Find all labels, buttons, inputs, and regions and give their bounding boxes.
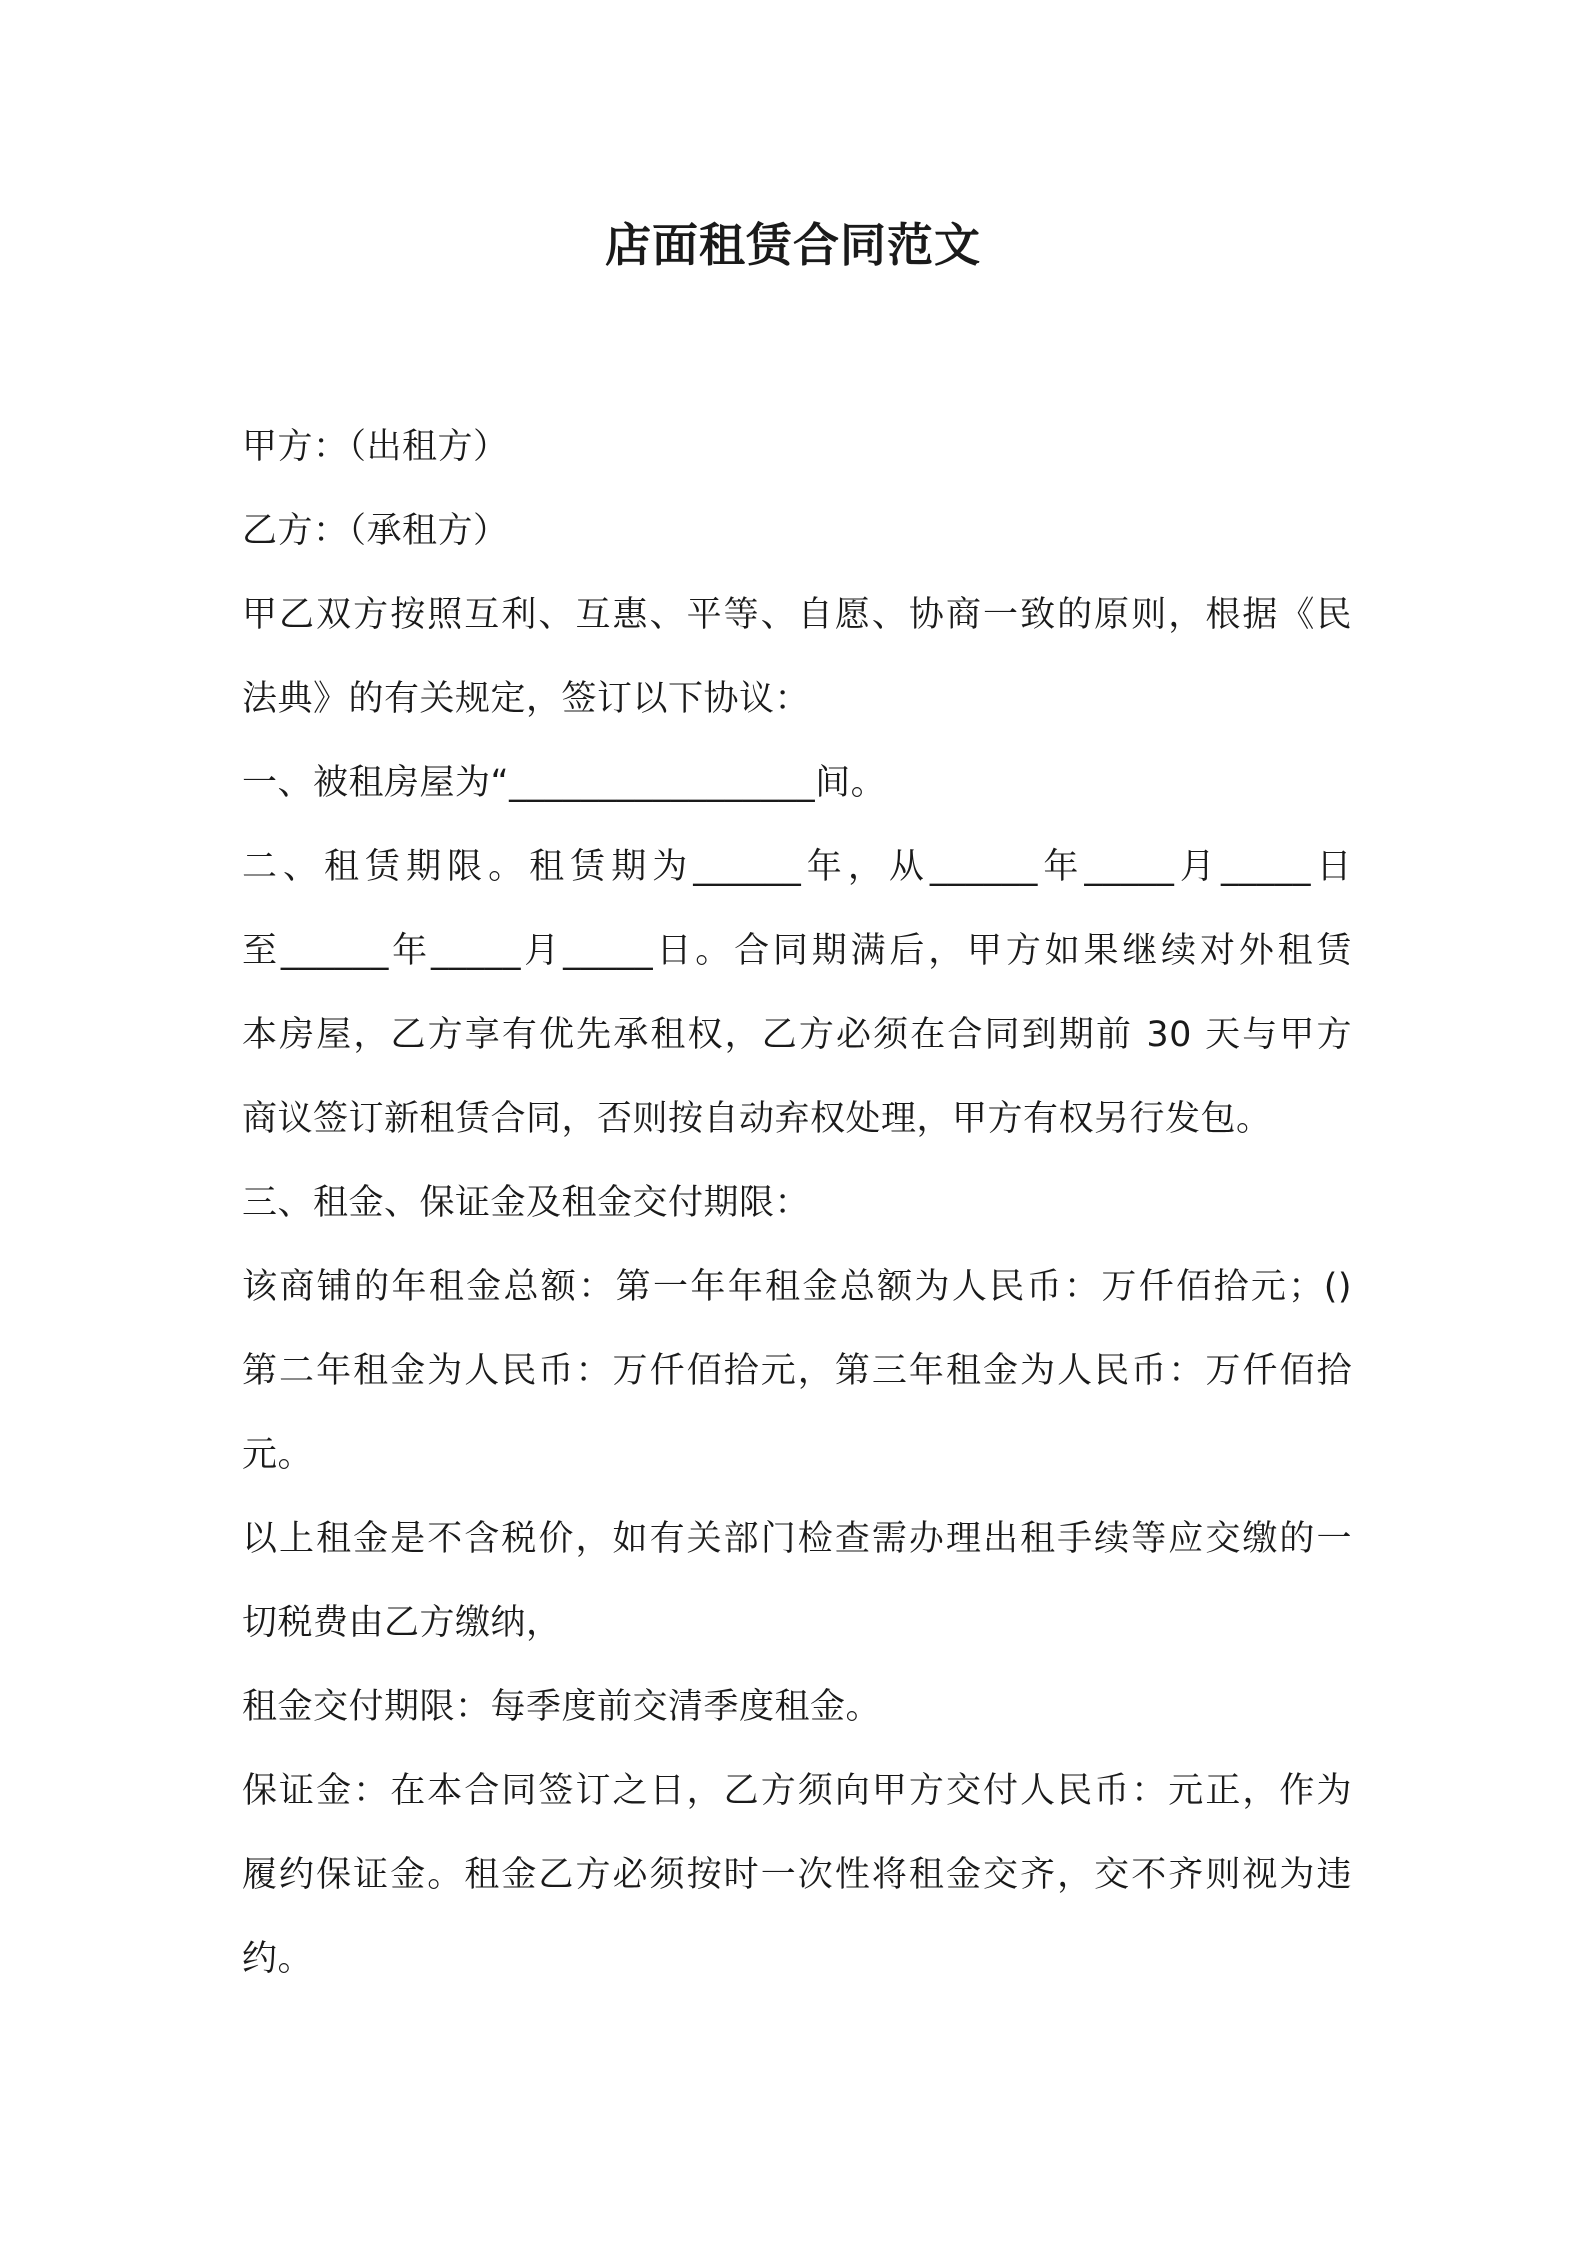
- paragraph-line: 约。: [242, 1939, 314, 1979]
- clause-3-line: 三、租金、保证金及租金交付期限：: [242, 1183, 811, 1223]
- paragraph-line: 至______年_____月_____日。合同期满后，甲方如果继续对外租赁: [242, 931, 1352, 971]
- clause-2-line: 二、租赁期限。租赁期为______年，从______年_____月_____日: [242, 847, 1352, 887]
- paragraph-line: 切税费由乙方缴纳，: [242, 1603, 562, 1643]
- party-a-line: 甲方：（出租方）: [242, 427, 509, 467]
- paragraph-line: 法典》的有关规定，签订以下协议：: [242, 679, 811, 719]
- paragraph-line: 本房屋，乙方享有优先承租权，乙方必须在合同到期前 30 天与甲方: [242, 1015, 1352, 1055]
- paragraph-line: 甲乙双方按照互利、互惠、平等、自愿、协商一致的原则，根据《民: [242, 595, 1352, 635]
- paragraph-line: 元。: [242, 1435, 314, 1475]
- paragraph-line: 商议签订新租赁合同，否则按自动弃权处理，甲方有权另行发包。: [242, 1099, 1272, 1139]
- paragraph-line: 租金交付期限：每季度前交清季度租金。: [242, 1687, 882, 1727]
- party-b-line: 乙方：（承租方）: [242, 511, 509, 551]
- paragraph-line: 履约保证金。租金乙方必须按时一次性将租金交齐，交不齐则视为违: [242, 1855, 1352, 1895]
- paragraph-line: 以上租金是不含税价，如有关部门检查需办理出租手续等应交缴的一: [242, 1519, 1352, 1559]
- paragraph-line: 第二年租金为人民币：万仟佰拾元，第三年租金为人民币：万仟佰拾: [242, 1351, 1352, 1391]
- document-title: 店面租赁合同范文: [605, 218, 981, 272]
- clause-1-line: 一、被租房屋为“_________________间。: [242, 763, 887, 803]
- document-body: [242, 405, 1352, 2001]
- paragraph-line: 保证金：在本合同签订之日，乙方须向甲方交付人民币：元正，作为: [242, 1771, 1352, 1811]
- paragraph-line: 该商铺的年租金总额：第一年年租金总额为人民币：万仟佰拾元；(): [242, 1267, 1352, 1307]
